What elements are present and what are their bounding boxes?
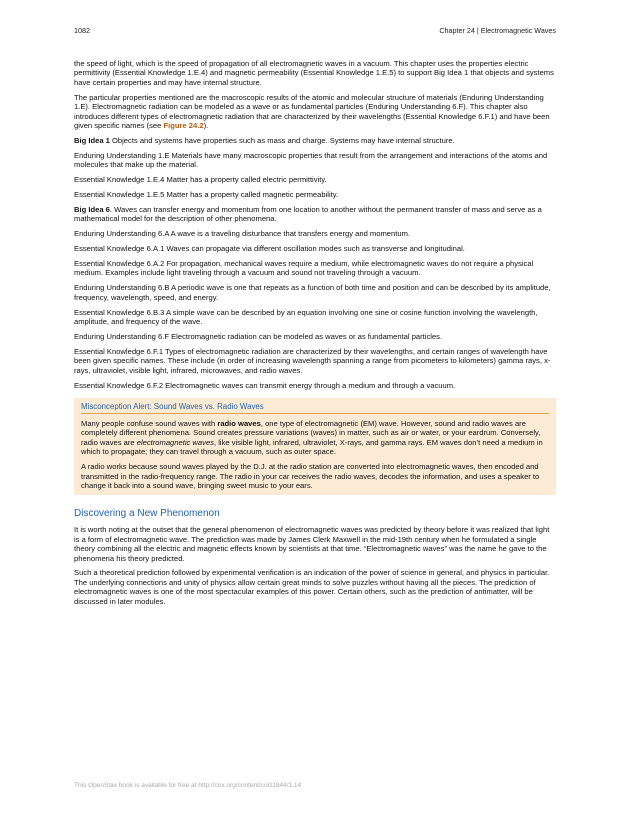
page-number: 1082 — [74, 26, 90, 35]
essential-knowledge-1e5: Essential Knowledge 1.E.5 Matter has a property called magnetic permeability. — [74, 189, 339, 199]
alert-paragraph-2: A radio works because sound waves played by the D.J. at the radio station are converted into electromagnetic waves, then encoded and transmitted in the radio-frequency range. The radio in your car receives the radio waves, decodes the information, and uses a speaker to change it back into a sound wave, bringing sweet music to your ears. — [81, 462, 540, 490]
enduring-understanding-6a: Enduring Understanding 6.A A wave is a traveling disturbance that transfers energy and momentum. — [74, 229, 411, 239]
page-header — [74, 26, 556, 38]
misconception-alert-box — [74, 398, 556, 495]
section-paragraph-1: It is worth noting at the outset that the general phenomenon of electromagnetic waves was predicted by theory before it was realized that light is a form of electromagnetic wave. The prediction was made by James Clerk Maxwell in the mid-19th century when he formulated a single theory combining all the electric and magnetic effects known by scientists at that time. “Electromagnetic waves” was the name he gave to the phenomena his theory predicted. — [74, 525, 550, 563]
big-idea-1: Big Idea 1 Objects and systems have properties such as mass and charge. Systems may have internal structure. — [74, 135, 455, 145]
big-idea-6: Big Idea 6. Waves can transfer energy and momentum from one location to another without the permanent transfer of mass and serve as a mathematical model for the description of other phenomena. — [74, 204, 542, 224]
essential-knowledge-1e4: Essential Knowledge 1.E.4 Matter has a property called electric permittivity. — [74, 175, 327, 185]
essential-knowledge-6f1: Essential Knowledge 6.F.1 Types of electromagnetic radiation are characterized by their wavelengths, and certain ranges of wavelength have been given specific names. These include (in order of increasing wavelength spanning a range from picometers to kilometers) gamma rays, x-rays, ultraviolet, visible light, infrared, microwaves, and radio waves. — [74, 346, 551, 375]
essential-knowledge-6a2: Essential Knowledge 6.A.2 For propagation, mechanical waves require a medium, while electromagnetic waves do not require a physical medium. Examples include light traveling through a vacuum and sound not traveling through a vacuum. — [74, 259, 534, 278]
alert-paragraph-1: Many people confuse sound waves with radio waves, one type of electromagnetic (EM) wave. However, sound and radio waves are completely different phenomena. Sound creates pressure variations (waves) in matter, such as air or water, or your eardrum. Conversely, radio waves are electromagnetic waves, like visible light, infrared, ultraviolet, X-rays, and gamma rays. EM waves don’t need a medium in which to propagate; they can travel through a vacuum, such as outer space. — [81, 418, 543, 457]
chapter-title: Chapter 24 | Electromagnetic Waves — [439, 26, 556, 35]
page-content — [74, 59, 556, 612]
enduring-understanding-6f: Enduring Understanding 6.F Electromagnetic radiation can be modeled as waves or as fundamental particles. — [74, 331, 443, 341]
essential-knowledge-6a1: Essential Knowledge 6.A.1 Waves can propagate via different oscillation modes such as transverse and longitudinal. — [74, 244, 465, 254]
paragraph-properties: The particular properties mentioned are the macroscopic results of the atomic and molecular structure of materials (Enduring Understanding 1.E). Electromagnetic radiation can be modeled as a wave or as fundamental particles (Enduring Understanding 6.F). This chapter also introduces different types of electromagnetic radiation that are characterized by their wavelengths (Essential Knowledge 6.F.1) and have been given specific names (see Figure 24.2). — [74, 92, 550, 130]
paragraph-intro: the speed of light, which is the speed of propagation of all electromagnetic waves in a vacuum. This chapter uses the properties electric permittivity (Essential Knowledge 1.E.4) and magnetic permeability (Essential Knowledge 1.E.5) to support Big Idea 1 that objects and systems have certain properties and may have internal structure. — [74, 59, 554, 87]
section-paragraph-2: Such a theoretical prediction followed by experimental verification is an indication of the power of science in general, and physics in particular. The underlying connections and unity of physics allow certain great minds to solve puzzles without having all the pieces. The prediction of electromagnetic waves is one of the most spectacular examples of this power. Certain others, such as the prediction of antimatter, will be discussed in later modules. — [74, 568, 550, 606]
enduring-understanding-6b: Enduring Understanding 6.B A periodic wave is one that repeats as a function of both time and position and can be described by its amplitude, frequency, wavelength, speed, and energy. — [74, 283, 551, 302]
essential-knowledge-6b3: Essential Knowledge 6.B.3 A simple wave can be described by an equation involving one sine or cosine function involving the wavelength, amplitude, and frequency of the wave. — [74, 307, 538, 327]
alert-title: Misconception Alert: Sound Waves vs. Radio Waves — [81, 402, 549, 414]
page-footer: This OpenStax book is available for free at http://cnx.org/content/col11844/1.14 — [74, 782, 302, 789]
essential-knowledge-6f2: Essential Knowledge 6.F.2 Electromagnetic waves can transmit energy through a medium and through a vacuum. — [74, 380, 456, 390]
enduring-understanding-1e: Enduring Understanding 1.E Materials have many macroscopic properties that result from the arrangement and interactions of the atoms and molecules that make up the material. — [74, 150, 548, 170]
section-heading: Discovering a New Phenomenon — [74, 508, 220, 520]
figure-24-2-link[interactable]: Figure 24.2 — [163, 120, 204, 130]
